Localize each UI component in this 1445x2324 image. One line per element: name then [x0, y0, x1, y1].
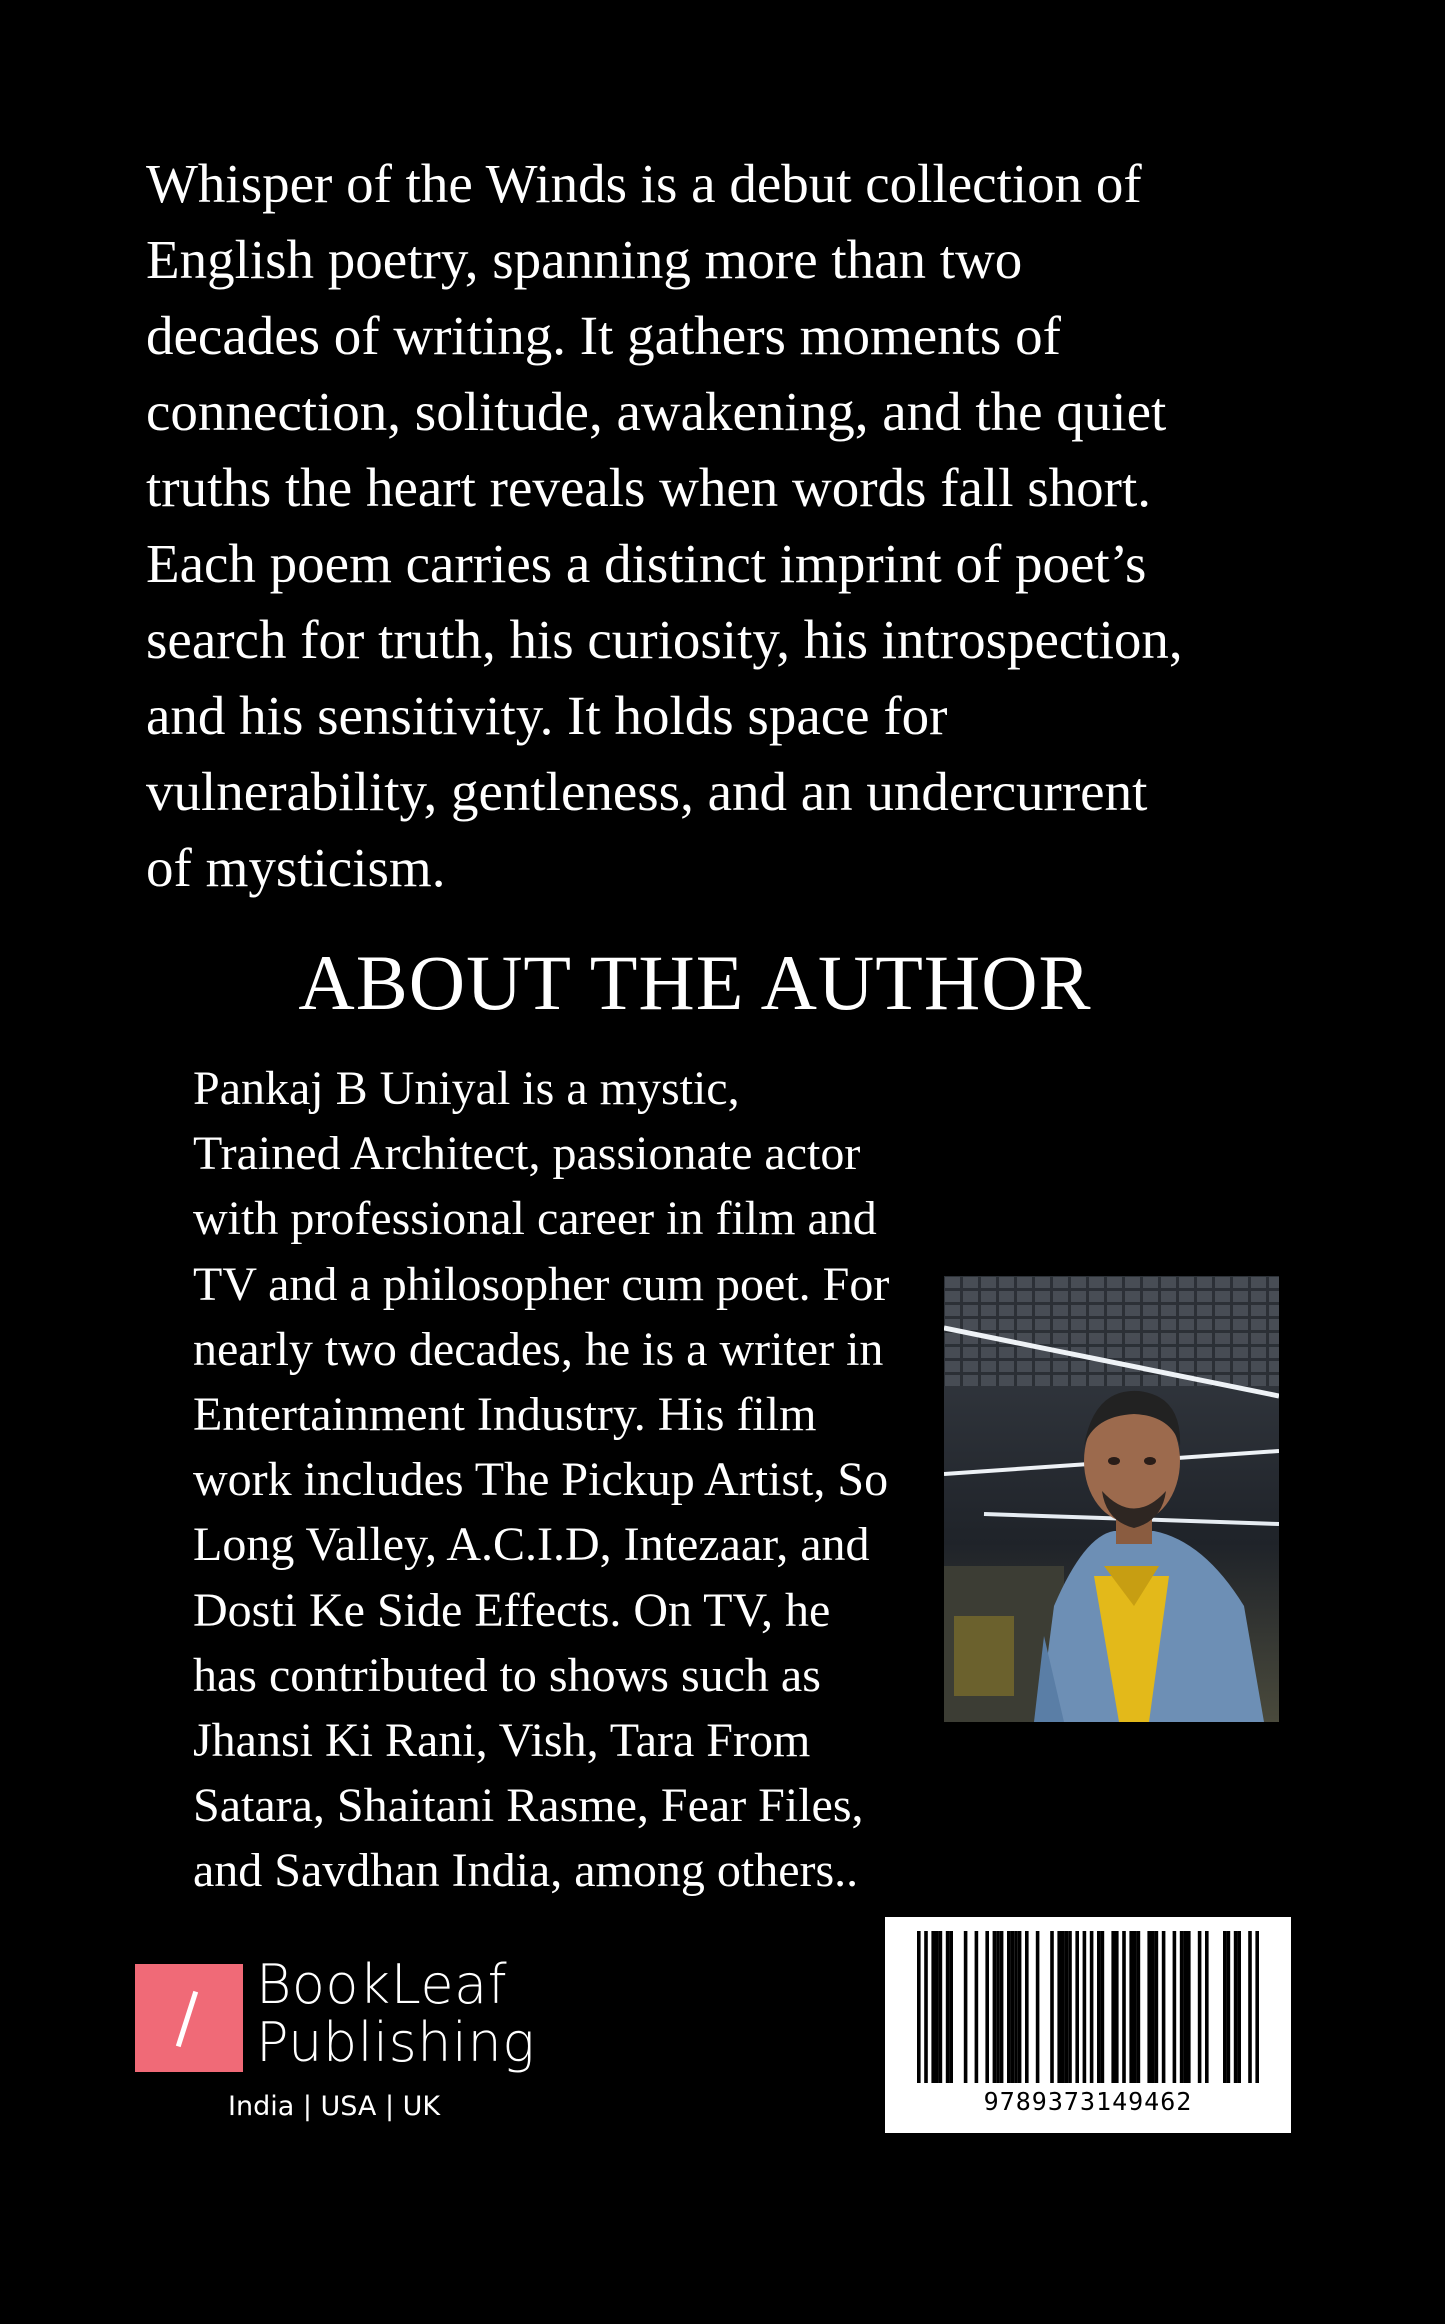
- bio-line: Entertainment Industry. His film: [193, 1388, 817, 1442]
- book-blurb: [146, 146, 1316, 906]
- bio-line: TV and a philosopher cum poet. For: [193, 1257, 890, 1311]
- barcode-bar: [1255, 1931, 1259, 2083]
- bio-line: Trained Architect, passionate actor: [193, 1127, 861, 1181]
- barcode-bar: [1000, 1931, 1004, 2083]
- barcode-bar: [996, 1931, 1000, 2083]
- barcode-bar: [1162, 1931, 1166, 2083]
- barcode-bar: [1198, 1931, 1202, 2083]
- publisher-regions: India | USA | UK: [228, 2091, 441, 2122]
- barcode-bar: [1151, 1931, 1155, 2083]
- barcode-bar: [1133, 1931, 1137, 2083]
- barcode-bar: [1183, 1931, 1187, 2083]
- blurb-line: of mysticism.: [146, 837, 446, 898]
- barcode-bar: [1180, 1931, 1184, 2083]
- blurb-line: and his sensitivity. It holds space for: [146, 685, 948, 746]
- barcode-bar: [1061, 1931, 1065, 2083]
- barcode-bar: [1111, 1931, 1115, 2083]
- barcode-bar: [924, 1931, 928, 2083]
- isbn-barcode: [885, 1917, 1291, 2133]
- barcode-bar: [1083, 1931, 1087, 2083]
- barcode-bar: [1018, 1931, 1022, 2083]
- barcode-bar: [975, 1931, 979, 2083]
- publisher-name-line2: Publishing: [256, 2011, 536, 2074]
- barcode-bar: [1115, 1931, 1119, 2083]
- blurb-line: Whisper of the Winds is a debut collection of: [146, 153, 1142, 214]
- barcode-bar: [1187, 1931, 1191, 2083]
- barcode-bar: [1057, 1931, 1061, 2083]
- barcode-bar: [1075, 1931, 1079, 2083]
- barcode-bar: [1129, 1931, 1133, 2083]
- bio-line: with professional career in film and: [193, 1192, 877, 1246]
- barcode-bar: [1147, 1931, 1151, 2083]
- publisher-name-line1: BookLeaf: [256, 1953, 508, 2016]
- bio-line: and Savdhan India, among others..: [193, 1844, 859, 1898]
- publisher-name: [256, 1953, 536, 2074]
- barcode-bar: [1237, 1931, 1241, 2083]
- blurb-line: English poetry, spanning more than two: [146, 229, 1023, 290]
- about-author-heading: ABOUT THE AUTHOR: [298, 939, 1092, 1026]
- barcode-bar: [993, 1931, 997, 2083]
- barcode-bar: [1227, 1931, 1231, 2083]
- barcode-bar: [1065, 1931, 1069, 2083]
- barcode-bar: [917, 1931, 921, 2083]
- barcode-bar: [1122, 1931, 1126, 2083]
- barcode-bar: [1097, 1931, 1101, 2083]
- barcode-bar: [1155, 1931, 1159, 2083]
- barcode-bar: [964, 1931, 968, 2083]
- barcode-bar: [939, 1931, 943, 2083]
- barcode-bar: [1137, 1931, 1141, 2083]
- blurb-line: connection, solitude, awakening, and the quiet: [146, 381, 1167, 442]
- barcode-bar: [931, 1931, 935, 2083]
- isbn-number: 9789373149462: [983, 2087, 1193, 2116]
- barcode-bar: [1234, 1931, 1238, 2083]
- blurb-line: decades of writing. It gathers moments of: [146, 305, 1061, 366]
- blurb-line: vulnerability, gentleness, and an undercurrent: [146, 761, 1148, 822]
- barcode-bar: [1173, 1931, 1177, 2083]
- barcode-bar: [1101, 1931, 1105, 2083]
- barcode-bar: [1205, 1931, 1209, 2083]
- blurb-line: Each poem carries a distinct imprint of poet’s: [146, 533, 1147, 594]
- bio-line: Long Valley, A.C.I.D, Intezaar, and: [193, 1518, 870, 1572]
- barcode-bar: [949, 1931, 953, 2083]
- barcode-bar: [985, 1931, 989, 2083]
- bio-line: work includes The Pickup Artist, So: [193, 1453, 889, 1507]
- barcode-bar: [1223, 1931, 1227, 2083]
- barcode-bar: [946, 1931, 950, 2083]
- bio-line: Dosti Ke Side Effects. On TV, he: [193, 1583, 831, 1637]
- barcode-bar: [1090, 1931, 1094, 2083]
- barcode-bar: [1007, 1931, 1011, 2083]
- blurb-line: search for truth, his curiosity, his introspection,: [146, 609, 1183, 670]
- author-photo: [944, 1276, 1279, 1722]
- barcode-bar: [1014, 1931, 1018, 2083]
- barcode-bar: [1025, 1931, 1029, 2083]
- barcode-bar: [1011, 1931, 1015, 2083]
- bio-line: nearly two decades, he is a writer in: [193, 1322, 884, 1376]
- barcode-bar: [1050, 1931, 1054, 2083]
- barcode-bar: [1036, 1931, 1040, 2083]
- barcode-bar: [1248, 1931, 1252, 2083]
- blurb-line: truths the heart reveals when words fall short.: [146, 457, 1151, 518]
- bio-line: Pankaj B Uniyal is a mystic,: [193, 1062, 740, 1115]
- bookleaf-logo-icon: [135, 1964, 243, 2072]
- bio-line: Satara, Shaitani Rasme, Fear Files,: [193, 1779, 864, 1833]
- author-bio: [193, 1056, 953, 1904]
- bio-line: Jhansi Ki Rani, Vish, Tara From: [193, 1714, 811, 1768]
- barcode-bar: [1068, 1931, 1072, 2083]
- bio-line: has contributed to shows such as: [193, 1648, 821, 1702]
- barcode-bar: [935, 1931, 939, 2083]
